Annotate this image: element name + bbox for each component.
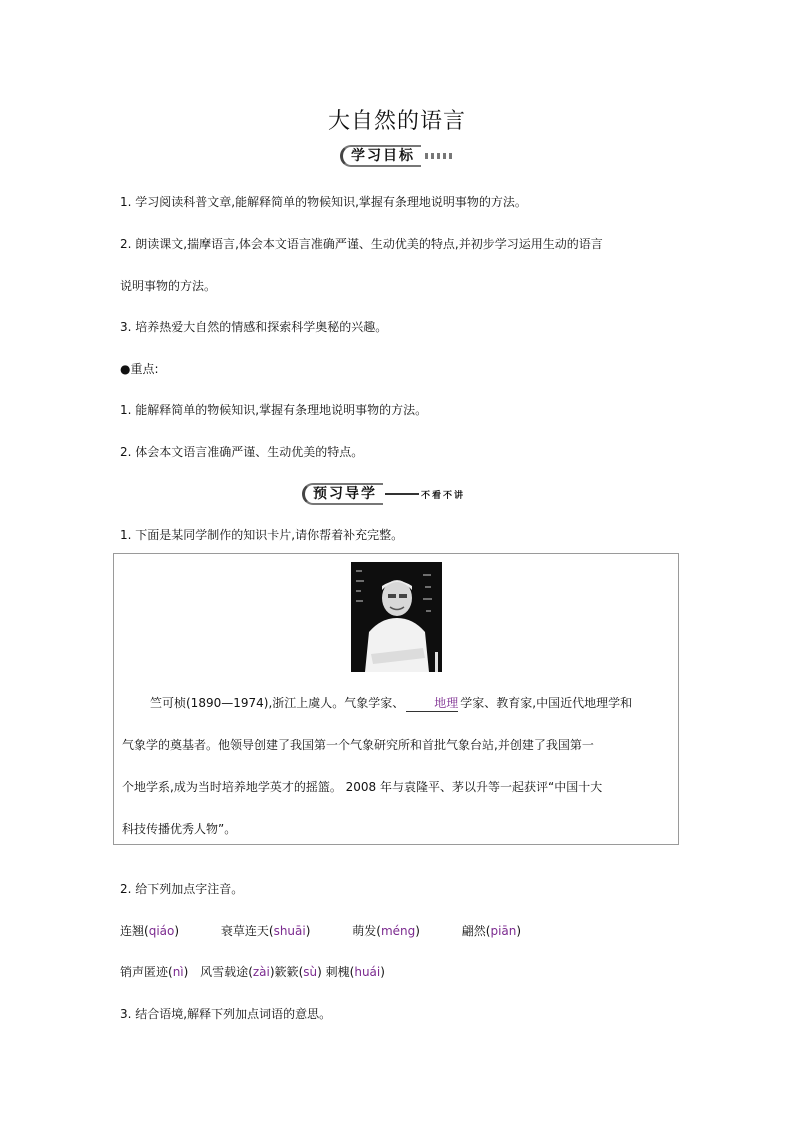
portrait-photo bbox=[351, 562, 442, 672]
goal-line-4: 3. 培养热爱大自然的情感和探索科学奥秘的兴趣。 bbox=[120, 320, 388, 334]
preview-banner-sub: 不看不讲 bbox=[421, 490, 466, 501]
knowledge-card bbox=[113, 553, 679, 845]
goals-banner-label: 学习目标 bbox=[340, 145, 421, 167]
key-points-heading: ●重点: bbox=[120, 362, 159, 376]
question-3: 3. 结合语境,解释下列加点词语的意思。 bbox=[120, 1007, 332, 1021]
banner-dash bbox=[385, 493, 419, 495]
card-line-4: 科技传播优秀人物”。 bbox=[122, 822, 237, 836]
pinyin-item: 簌簌(sù) bbox=[274, 965, 322, 979]
card-line-1-pre: 竺可桢(1890—1974),浙江上虞人。气象学家、 bbox=[150, 696, 405, 710]
goal-line-2: 2. 朗读课文,揣摩语言,体会本文语言准确严谨、生动优美的特点,并初步学习运用生动的语言 bbox=[120, 237, 603, 251]
pinyin-item: 萌发(méng) bbox=[352, 924, 420, 938]
goals-banner bbox=[340, 143, 455, 169]
chevron-decoration-icon bbox=[425, 153, 455, 159]
pinyin-item: 翩然(piān) bbox=[461, 924, 522, 938]
page-title: 大自然的语言 bbox=[327, 109, 466, 134]
preview-banner bbox=[302, 481, 465, 507]
goal-line-1: 1. 学习阅读科普文章,能解释简单的物候知识,掌握有条理地说明事物的方法。 bbox=[120, 195, 527, 209]
card-answer: 地理 bbox=[406, 694, 458, 712]
key-point-1: 1. 能解释简单的物候知识,掌握有条理地说明事物的方法。 bbox=[120, 403, 428, 417]
pinyin-item: 连翘(qiáo) bbox=[120, 924, 180, 938]
pinyin-row-1 bbox=[120, 922, 521, 939]
pinyin-item: 衰草连天(shuāi) bbox=[220, 924, 311, 938]
preview-banner-label: 预习导学 bbox=[302, 483, 383, 505]
pinyin-item: 风雪载途(zài) bbox=[200, 965, 275, 979]
question-2: 2. 给下列加点字注音。 bbox=[120, 882, 244, 896]
card-line-1-post: 学家、教育家,中国近代地理学和 bbox=[460, 696, 633, 710]
pinyin-item: 刺槐(huái) bbox=[325, 965, 385, 979]
question-1: 1. 下面是某同学制作的知识卡片,请你帮着补充完整。 bbox=[120, 528, 404, 542]
key-point-2: 2. 体会本文语言准确严谨、生动优美的特点。 bbox=[120, 445, 364, 459]
card-line-2: 气象学的奠基者。他领导创建了我国第一个气象研究所和首批气象台站,并创建了我国第一 bbox=[122, 738, 594, 752]
card-line-1 bbox=[122, 694, 678, 712]
pinyin-row-2 bbox=[120, 963, 385, 980]
goal-line-3: 说明事物的方法。 bbox=[120, 279, 217, 293]
card-line-3: 个地学系,成为当时培养地学英才的摇篮。 2008 年与袁隆平、茅以升等一起获评“中国十大 bbox=[122, 780, 603, 794]
pinyin-item: 销声匿迹(nì) bbox=[120, 965, 189, 979]
